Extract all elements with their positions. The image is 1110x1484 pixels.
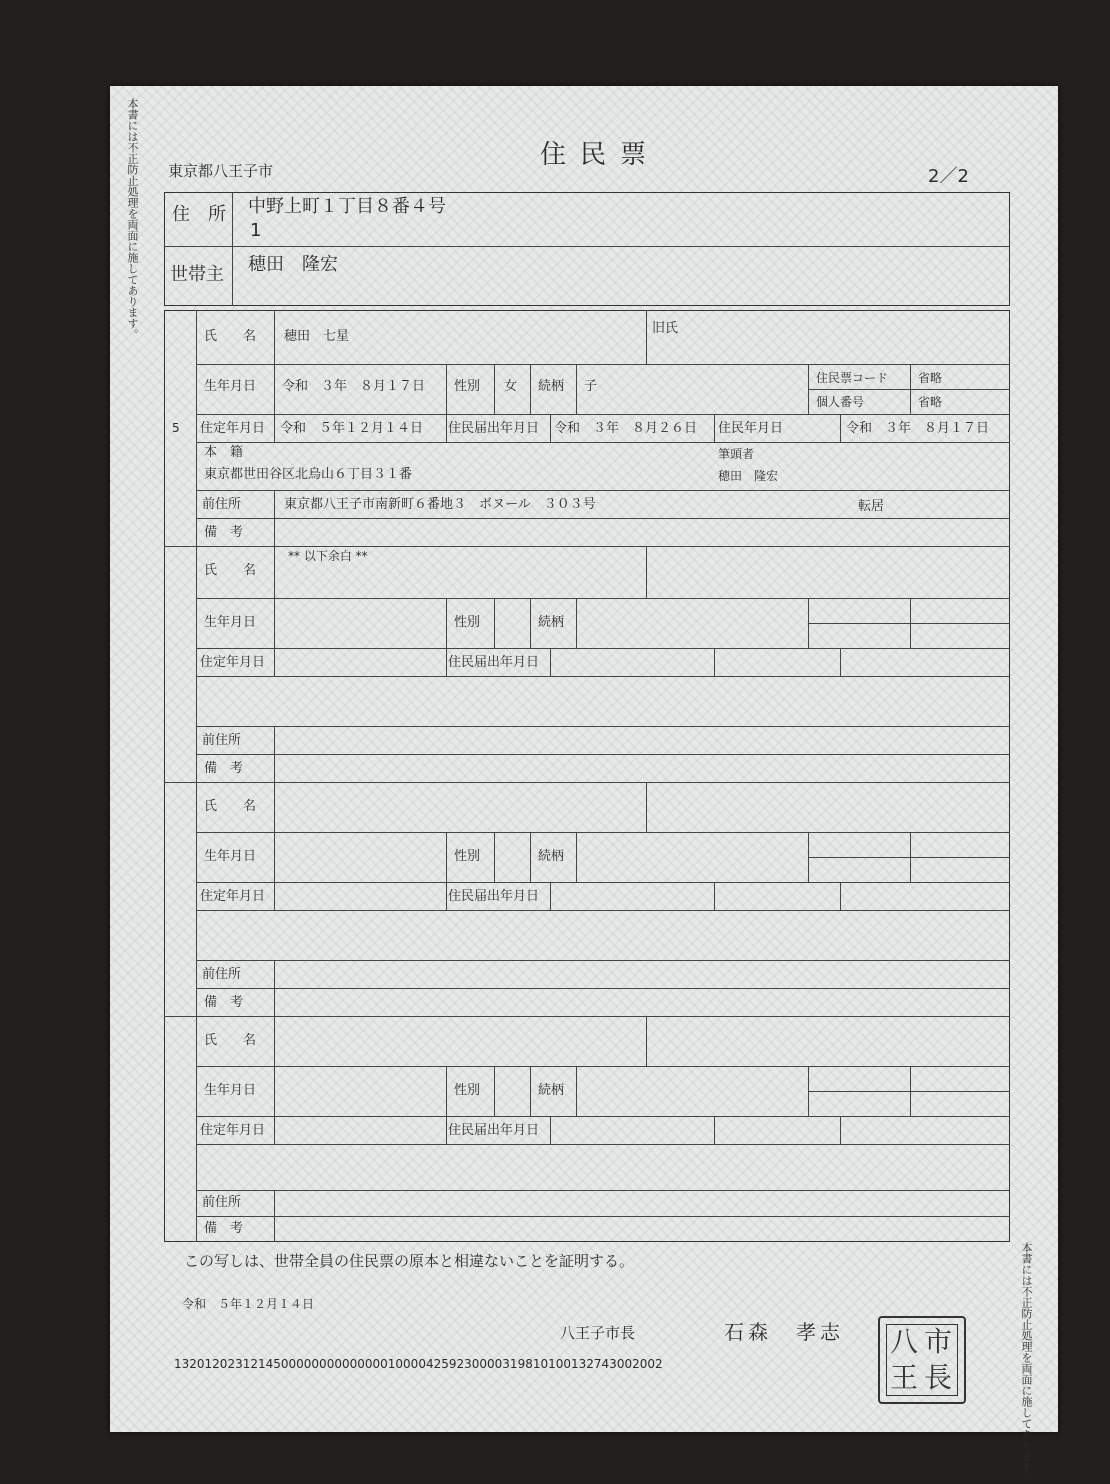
- remarks-label: 備 考: [204, 1221, 244, 1236]
- residence-date-label: 住定年月日: [200, 889, 266, 904]
- remarks-label: 備 考: [204, 525, 244, 540]
- resident-code: 省略: [918, 371, 943, 385]
- municipality: 東京都八王子市: [168, 162, 274, 180]
- household-head-name: 穂田 隆宏: [248, 254, 338, 275]
- report-date-label: 住民届出年月日: [448, 421, 540, 436]
- birth-date-label: 生年月日: [204, 615, 257, 630]
- anti-fraud-note-bottom: 本書には不正防止処理を両面に施してあります。: [1020, 1242, 1033, 1484]
- family-head-label: 筆頭者: [718, 447, 755, 461]
- address-label: 住 所: [172, 204, 226, 225]
- mayor-title: 八王子市長: [560, 1324, 636, 1342]
- domicile-label: 本 籍: [204, 445, 244, 460]
- resident-date-label: 住民年月日: [718, 421, 784, 436]
- certification-statement: この写しは、世帯全員の住民票の原本と相違ないことを証明する。: [184, 1252, 635, 1270]
- birth-date-label: 生年月日: [204, 1083, 257, 1098]
- prev-address-label: 前住所: [202, 1195, 242, 1210]
- resident-resident-date: 令和 ３年 ８月１７日: [846, 421, 990, 436]
- issue-date: 令和 ５年１２月１４日: [182, 1297, 315, 1311]
- resident-code-label: 住民票コード: [816, 371, 889, 385]
- remarks-label: 備 考: [204, 995, 244, 1010]
- move-type: 転居: [858, 499, 885, 514]
- prev-address-label: 前住所: [202, 733, 242, 748]
- report-date-label: 住民届出年月日: [448, 889, 540, 904]
- name-label: 氏 名: [204, 799, 257, 814]
- relation-label: 続柄: [538, 615, 565, 630]
- sex-label: 性別: [454, 1083, 481, 1098]
- personal-number-label: 個人番号: [816, 395, 865, 409]
- empty-marker: ** 以下余白 **: [288, 549, 368, 563]
- barcode-number: 1320120231214500000000000000100004259230000319810100132743002002: [174, 1357, 663, 1371]
- household-address: 中野上町１丁目８番４号: [248, 196, 446, 217]
- name-label: 氏 名: [204, 329, 257, 344]
- relation-label: 続柄: [538, 1083, 565, 1098]
- household-head-label: 世帯主: [170, 264, 224, 285]
- residence-date-label: 住定年月日: [200, 421, 266, 436]
- resident-relation: 子: [584, 379, 598, 394]
- birth-date-label: 生年月日: [204, 849, 257, 864]
- sex-label: 性別: [454, 379, 481, 394]
- name-label: 氏 名: [204, 563, 257, 578]
- resident-sex: 女: [504, 379, 518, 394]
- sex-label: 性別: [454, 849, 481, 864]
- report-date-label: 住民届出年月日: [448, 1123, 540, 1138]
- resident-certificate-paper: [110, 86, 1058, 1484]
- page-number: 2／2: [928, 166, 969, 187]
- former-name-label: 旧氏: [652, 321, 679, 336]
- member-number: 5: [172, 421, 180, 435]
- resident-name: 穂田 七星: [284, 329, 350, 344]
- members-table: [164, 310, 1010, 1242]
- prev-address-label: 前住所: [202, 497, 242, 512]
- resident-residence-date: 令和 ５年１２月１４日: [280, 421, 424, 436]
- report-date-label: 住民届出年月日: [448, 655, 540, 670]
- household-address-line2: 1: [250, 220, 262, 241]
- mayor-seal: 八 市 王 長: [878, 1316, 966, 1404]
- name-label: 氏 名: [204, 1033, 257, 1048]
- birth-date-label: 生年月日: [204, 379, 257, 394]
- resident-domicile: 東京都世田谷区北烏山６丁目３１番: [204, 467, 413, 482]
- mayor-name: 石森 孝志: [724, 1320, 844, 1344]
- anti-fraud-note-top: 本書には不正防止処理を両面に施してあります。: [126, 98, 139, 340]
- resident-prev-address: 東京都八王子市南新町６番地３ ボヌール ３０３号: [284, 497, 596, 512]
- resident-birth-date: 令和 ３年 ８月１７日: [282, 379, 426, 394]
- relation-label: 続柄: [538, 849, 565, 864]
- residence-date-label: 住定年月日: [200, 1123, 266, 1138]
- sex-label: 性別: [454, 615, 481, 630]
- remarks-label: 備 考: [204, 761, 244, 776]
- resident-family-head: 穂田 隆宏: [718, 469, 779, 483]
- residence-date-label: 住定年月日: [200, 655, 266, 670]
- document-title: 住民票: [540, 140, 661, 170]
- prev-address-label: 前住所: [202, 967, 242, 982]
- relation-label: 続柄: [538, 379, 565, 394]
- resident-report-date: 令和 ３年 ８月２６日: [554, 421, 698, 436]
- personal-number: 省略: [918, 395, 943, 409]
